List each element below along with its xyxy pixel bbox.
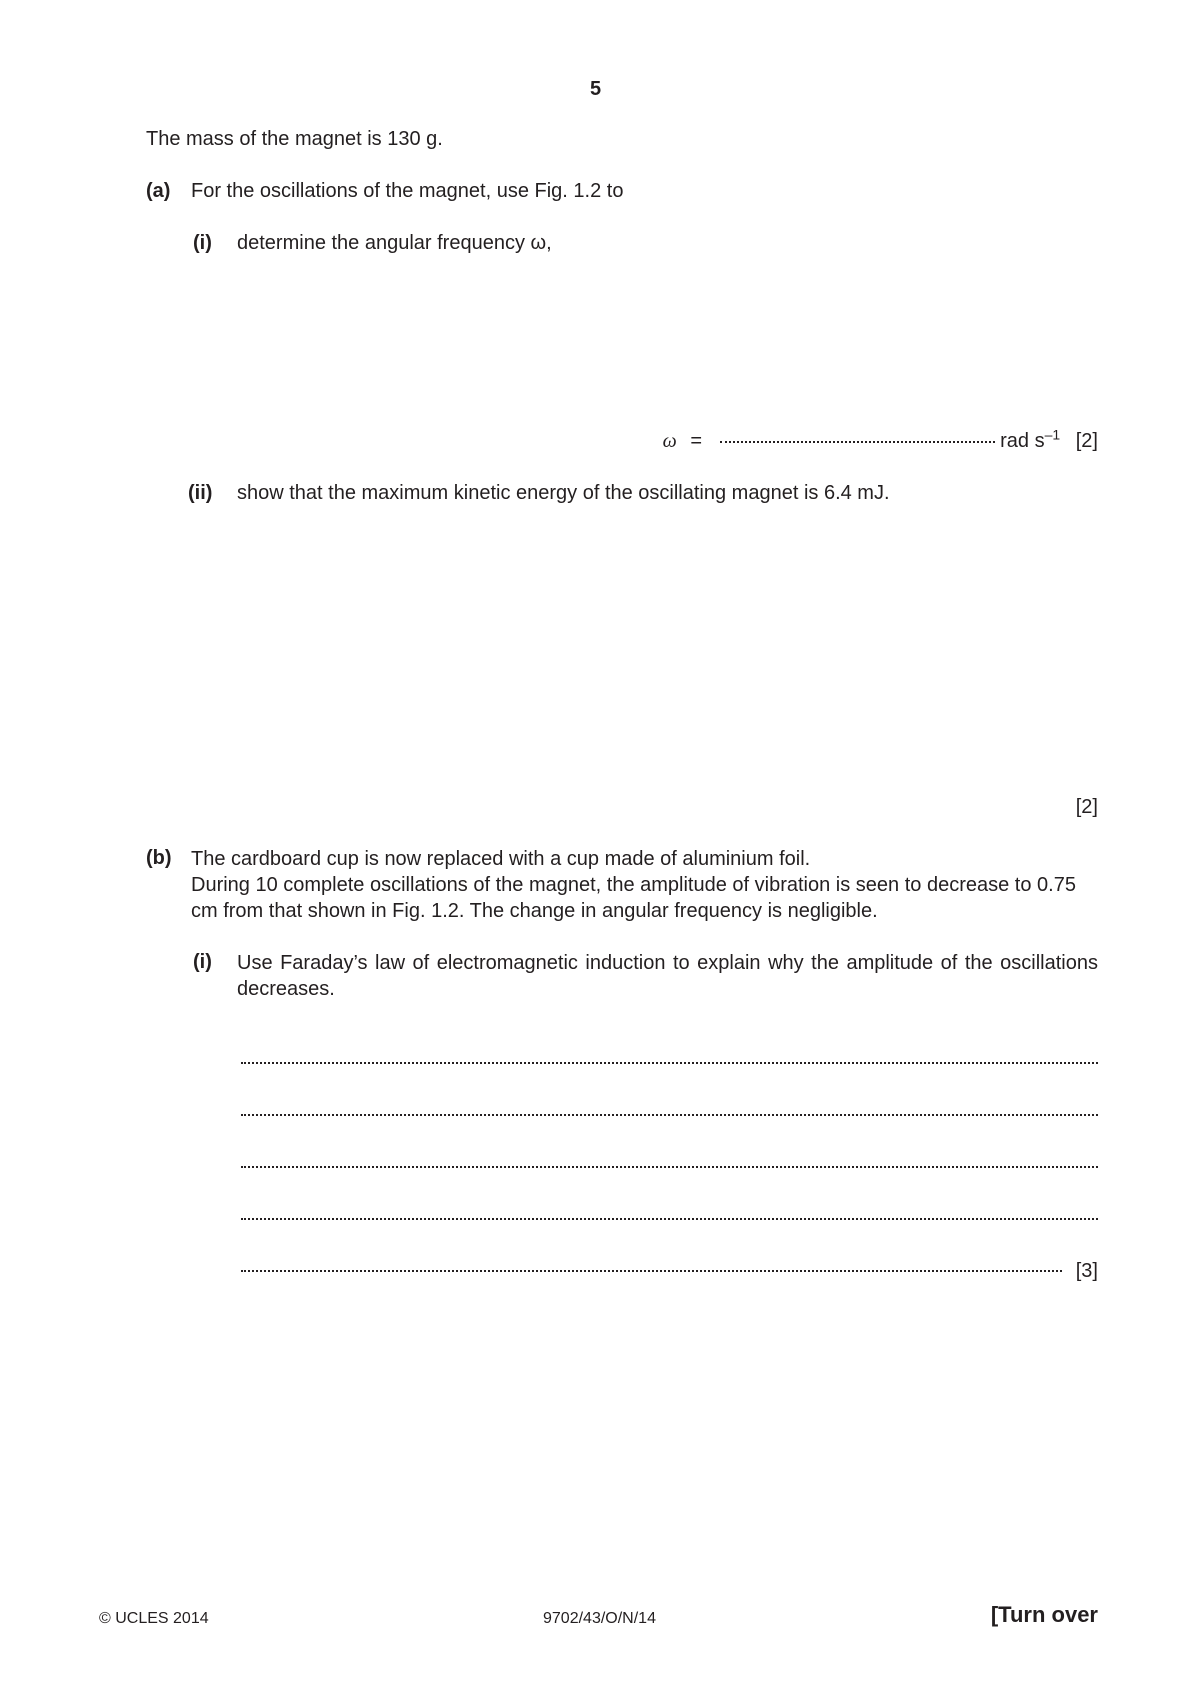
- part-a-label: (a): [146, 180, 171, 202]
- omega-unit: rad s: [1000, 430, 1045, 452]
- intro-text: The mass of the magnet is 130 g.: [146, 128, 443, 150]
- part-a-i-text: determine the angular frequency ω,: [237, 232, 552, 254]
- part-a-i-marks: [2]: [1075, 430, 1098, 452]
- part-a-ii-text: show that the maximum kinetic energy of the oscillating magnet is 6.4 mJ.: [237, 482, 890, 504]
- part-b-i-marks: [3]: [1075, 1260, 1098, 1282]
- part-a-i-label: (i): [193, 232, 212, 254]
- footer-copyright: © UCLES 2014: [99, 1610, 209, 1627]
- answer-line[interactable]: [241, 1184, 1098, 1236]
- answer-line[interactable]: [241, 1028, 1098, 1080]
- part-a-ii-label: (ii): [188, 482, 213, 504]
- answer-line[interactable]: [241, 1236, 1098, 1288]
- part-b-line2: During 10 complete oscillations of the magnet, the amplitude of vibration is seen to decrease to 0.75 cm from that shown in Fig. 1.2. The change in angular frequency is negligible.: [191, 874, 1076, 922]
- part-b-label: (b): [146, 847, 172, 869]
- part-b-i-text: Use Faraday’s law of electromagnetic induction to explain why the amplitude of the oscillations decreases.: [237, 952, 1098, 1000]
- answer-line[interactable]: [241, 1132, 1098, 1184]
- footer-code: 9702/43/O/N/14: [543, 1610, 656, 1627]
- answer-line[interactable]: [241, 1080, 1098, 1132]
- part-b-text: [191, 846, 1098, 924]
- omega-unit-exponent: –1: [1044, 426, 1061, 443]
- answer-lines: [241, 1028, 1098, 1288]
- omega-equals: =: [690, 430, 703, 452]
- omega-answer-blank[interactable]: [720, 441, 995, 443]
- part-a-text: For the oscillations of the magnet, use Fig. 1.2 to: [191, 180, 624, 202]
- page-number: 5: [589, 78, 602, 100]
- part-b-line1: The cardboard cup is now replaced with a cup made of aluminium foil.: [191, 848, 811, 870]
- omega-symbol: ω: [662, 430, 677, 452]
- omega-answer-line: [662, 426, 1098, 453]
- footer-turn-over: [Turn over: [990, 1602, 1098, 1627]
- part-a-ii-marks: [2]: [1075, 796, 1098, 818]
- part-b-i-label: (i): [193, 951, 212, 973]
